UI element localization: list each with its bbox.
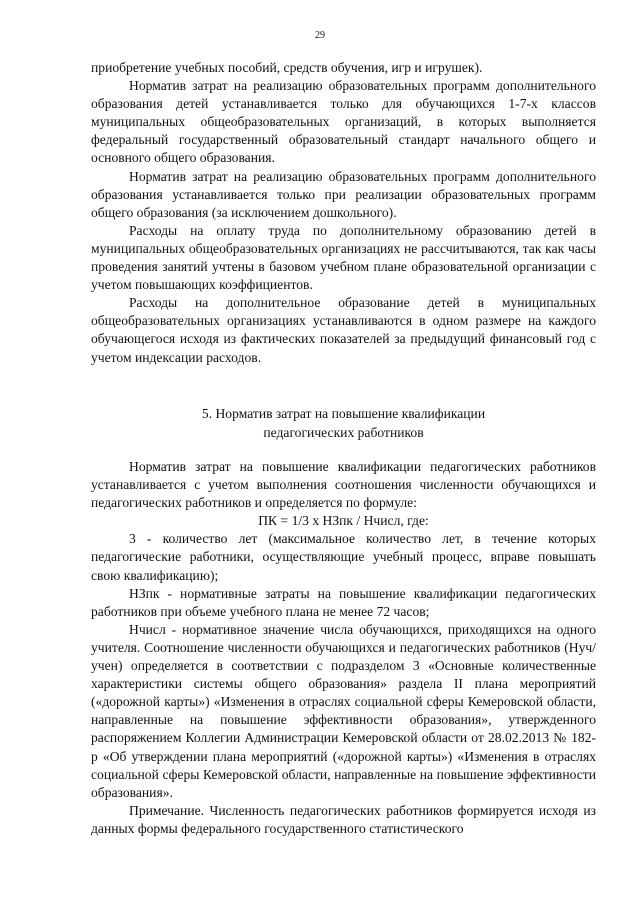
paragraph: Норматив затрат на реализацию образовательных программ дополнительного образования детей устанавливается только для обучающихся 1-7-х классов муниципальных общеобразовательных организаций, в которых выполняется федеральный государственный образовательный стандарт начального общего и основного общего образования. <box>91 78 596 166</box>
formula: ПК = 1/3 х НЗпк / Нчисл, где: <box>258 513 429 529</box>
text-block-before-heading <box>91 59 596 367</box>
section-heading-line: педагогических работников <box>263 424 424 440</box>
definition-paragraph: 3 - количество лет (максимальное количество лет, в течение которых педагогические работники, осуществляющие учебный процесс, вправе повышать свою квалификацию); <box>91 531 596 583</box>
note-paragraph: Примечание. Численность педагогических работников формируется исходя из данных формы федерального государственного статистического <box>91 802 596 836</box>
definition-paragraph: НЗпк - нормативные затраты на повышение квалификации педагогических работников при объеме учебного плана не менее 72 часов; <box>91 585 596 619</box>
paragraph: Норматив затрат на реализацию образовательных программ дополнительного образования устанавливается только при реализации образовательных программ общего образования (за исключением дошкольного). <box>91 168 596 220</box>
definition-paragraph: Нчисл - нормативное значение числа обучающихся, приходящихся на одного учителя. Соотношение численности обучающихся и педагогических работников (Нуч/учен) определяется в соответствии с подразделом 3 «Основные количественные характеристики системы общего образования» раздела II плана мероприятий («дорожной карты») «Изменения в отраслях социальной сферы Кемеровской области, направленные на повышение эффективности образования», утвержденного распоряжением Коллегии Администрации Кемеровской области от 28.02.2013 № 182-р «Об утверждении плана мероприятий («дорожной карты») «Изменения в отраслях социальной сферы Кемеровской области, направленные на повышение эффективности образования». <box>91 621 596 800</box>
section-heading-line: 5. Норматив затрат на повышение квалификации <box>201 406 486 421</box>
page-number: 29 <box>315 30 325 41</box>
paragraph: приобретение учебных пособий, средств обучения, игр и игрушек). <box>91 60 483 75</box>
paragraph: Расходы на дополнительное образование детей в муниципальных общеобразовательных организациях устанавливаются в одном размере на каждого обучающегося исходя из фактических показателей за предыдущий финансовый год с учетом индексации расходов. <box>91 295 596 365</box>
text-block-after-heading <box>91 458 596 838</box>
section-heading <box>91 405 596 442</box>
paragraph: Расходы на оплату труда по дополнительному образованию детей в муниципальных общеобразовательных организациях не рассчитываются, так как часы проведения занятий учтены в базовом учебном плане образовательной организации с учетом повышающих коэффициентов. <box>91 222 596 293</box>
intro-paragraph: Норматив затрат на повышение квалификации педагогических работников устанавливается с учетом выполнения соотношения численности обучающихся и педагогических работников и определяется по формуле: <box>91 459 596 511</box>
